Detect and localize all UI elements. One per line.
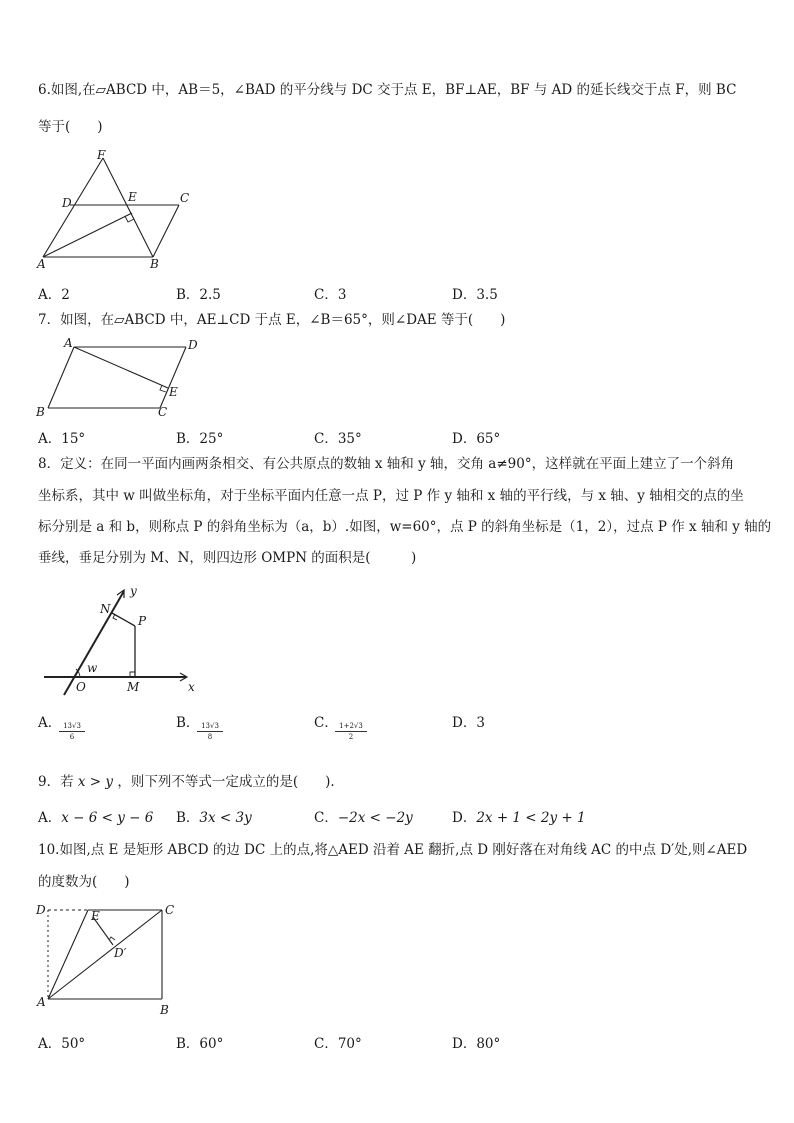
q10-right-angle-mark [109, 937, 115, 940]
q8-option-a-denominator: 6 [69, 733, 75, 741]
q9-option-a[interactable] [38, 806, 153, 826]
q9-stem-suffix: ，则下列不等式一定成立的是( ). [117, 774, 335, 790]
q9-option-b-letter: B． [176, 810, 200, 826]
q10-label-d-prime: D′ [114, 946, 127, 960]
q6-option-c[interactable]: C．3 [314, 287, 347, 303]
q7-label-d: D [188, 338, 198, 352]
q8-label-n: N [100, 602, 111, 616]
q8-option-b-denominator: 8 [207, 733, 213, 741]
q6-segment-fb [103, 158, 153, 257]
q6-label-d: D [62, 196, 72, 210]
q9-option-d-math: 2x + 1 < 2y + 1 [476, 810, 586, 826]
q10-label-a: A [37, 995, 46, 1009]
q8-stem-line2: 坐标系，其中 w 叫做坐标角，对于坐标平面内任意一点 P，过 P 作 y 轴和 x 轴的平行线，与 x 轴、y 轴相交的点的坐 [38, 488, 744, 504]
q8-option-d[interactable]: D．3 [452, 715, 485, 731]
q6-figure [36, 150, 196, 272]
q6-stem-line1: 6.如图,在▱ABCD 中，AB＝5，∠BAD 的平分线与 DC 交于点 E，BF⊥AE，BF 与 AD 的延长线交于点 F，则 BC [38, 82, 737, 98]
q10-option-b[interactable]: B．60° [176, 1036, 224, 1052]
q8-label-o: O [76, 680, 86, 694]
q9-option-c-letter: C． [314, 810, 338, 826]
q9-option-d-letter: D． [452, 810, 477, 826]
q9-option-c[interactable] [314, 806, 413, 826]
q10-stem-line2: 的度数为( ) [38, 874, 130, 890]
q8-label-w: w [87, 661, 98, 675]
q10-figure [34, 900, 184, 1018]
q7-segment-ae [74, 347, 168, 388]
q9-stem-math: x > y [77, 774, 114, 790]
q6-option-d[interactable]: D．3.5 [452, 287, 498, 303]
q8-stem-line3: 标分别是 a 和 b，则称点 P 的斜角坐标为（a，b）.如图，w=60°，点 P 的斜角坐标是（1，2），过点 P 作 x 轴和 y 轴的 [38, 519, 772, 535]
q8-option-c-fraction [335, 722, 367, 741]
q7-segment-ab [48, 347, 74, 408]
q8-option-b[interactable]: B． [176, 715, 200, 731]
q6-segment-bc [153, 205, 179, 257]
q8-option-c[interactable]: C． [314, 715, 338, 731]
q9-option-d[interactable] [452, 806, 586, 826]
q8-label-m: M [127, 680, 140, 694]
q10-segment-ae [48, 910, 88, 999]
q7-label-c: C [158, 405, 168, 419]
q10-label-c: C [165, 903, 175, 917]
q8-label-p: P [138, 614, 147, 628]
q10-label-d: D [36, 903, 46, 917]
q8-stem-line4: 垂线，垂足分别为 M、N，则四边形 OMPN 的面积是( ) [38, 550, 417, 566]
q6-label-f: F [97, 148, 106, 162]
q8-figure [44, 583, 204, 698]
q8-option-c-denominator: 2 [348, 733, 354, 741]
q10-segment-ac [48, 910, 162, 999]
q7-label-b: B [36, 405, 45, 419]
q8-stem-line1: 8．定义：在同一平面内画两条相交、有公共原点的数轴 x 轴和 y 轴，交角 a≠90°，这样就在平面上建立了一个斜角 [38, 456, 735, 472]
q7-stem-line1: 7．如图，在▱ABCD 中，AE⊥CD 于点 E，∠B＝65°，则∠DAE 等于( ) [38, 312, 506, 328]
q9-option-b[interactable] [176, 806, 252, 826]
q10-option-c[interactable]: C．70° [314, 1036, 362, 1052]
q8-option-a-numerator: 13√3 [59, 722, 85, 732]
q10-label-b: B [160, 1003, 169, 1017]
q8-label-x: x [188, 680, 195, 694]
q7-option-a[interactable]: A．15° [38, 431, 86, 447]
q8-option-a-fraction [59, 722, 85, 741]
q8-option-b-numerator: 13√3 [197, 722, 223, 732]
q9-stem-prefix: 9．若 [38, 774, 74, 790]
q9-option-a-math: x − 6 < y − 6 [61, 810, 154, 826]
q7-figure [34, 335, 209, 420]
q9-option-a-letter: A． [38, 810, 62, 826]
q8-y-axis [64, 591, 124, 695]
q10-stem-line1: 10.如图,点 E 是矩形 ABCD 的边 DC 上的点,将△AED 沿着 AE 翻折,点 D 刚好落在对角线 AC 的中点 D′处,则∠AED [38, 842, 748, 858]
q6-label-e: E [128, 190, 137, 204]
q8-option-a[interactable]: A． [38, 715, 62, 731]
q9-option-b-math: 3x < 3y [199, 810, 252, 826]
q7-label-a: A [64, 336, 73, 350]
q7-option-c[interactable]: C．35° [314, 431, 362, 447]
q6-label-c: C [180, 191, 190, 205]
q8-option-b-fraction [197, 722, 223, 741]
q8-label-y: y [130, 584, 137, 598]
q10-option-a[interactable]: A．50° [38, 1036, 86, 1052]
q6-option-a[interactable]: A．2 [38, 287, 70, 303]
q9-option-c-math: −2x < −2y [337, 810, 413, 826]
q7-option-d[interactable]: D．65° [452, 431, 501, 447]
q9-stem [38, 770, 335, 790]
q6-label-b: B [150, 257, 159, 271]
q6-option-b[interactable]: B．2.5 [176, 287, 221, 303]
q6-stem-line2: 等于( ) [38, 119, 103, 135]
q6-label-a: A [37, 257, 46, 271]
q10-label-e: E [91, 909, 100, 923]
q10-option-d[interactable]: D．80° [452, 1036, 501, 1052]
q7-label-e: E [169, 385, 178, 399]
q8-option-c-numerator: 1+2√3 [335, 722, 367, 732]
q7-option-b[interactable]: B．25° [176, 431, 224, 447]
